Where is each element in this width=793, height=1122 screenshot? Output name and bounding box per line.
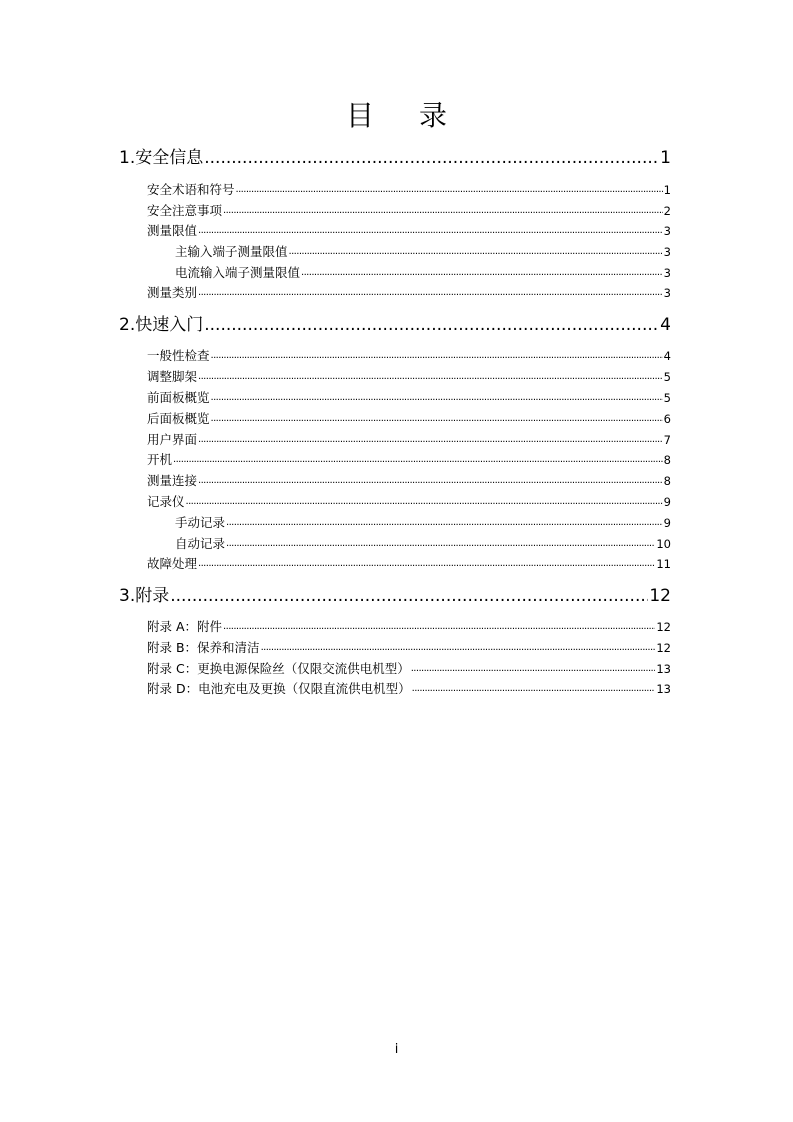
- toc-section-appendix[interactable]: [119, 584, 671, 608]
- toc-entry-page: 12: [656, 620, 671, 634]
- toc-entry-page: 13: [656, 662, 671, 676]
- toc-leader-dots: [198, 472, 663, 490]
- toc-entry-rear-panel-overview[interactable]: [147, 410, 671, 428]
- toc-leader-dots: [204, 313, 659, 337]
- toc-leader-dots: [211, 389, 663, 407]
- toc-entry-adjust-stand[interactable]: [147, 368, 671, 386]
- toc-entry-page: 9: [663, 495, 671, 509]
- toc-entry-measurement-limits[interactable]: [147, 222, 671, 240]
- toc-entry-label: 开机: [147, 452, 173, 467]
- toc-entry-front-panel-overview[interactable]: [147, 389, 671, 407]
- toc-leader-dots: [223, 618, 655, 636]
- toc-leader-dots: [411, 660, 656, 678]
- toc-entry-label: 附录 D：电池充电及更换（仅限直流供电机型）: [147, 681, 411, 696]
- toc-entry-label: 附录 B：保养和清洁: [147, 640, 260, 655]
- toc-leader-dots: [261, 639, 656, 657]
- toc-entry-page: 1: [663, 183, 671, 197]
- toc-entry-label: 安全术语和符号: [147, 182, 235, 197]
- toc-entry-page: 10: [656, 537, 671, 551]
- toc-leader-dots: [198, 222, 663, 240]
- toc-leader-dots: [173, 451, 663, 469]
- toc-entry-label: 记录仪: [147, 494, 185, 509]
- toc-entry-page: 8: [663, 453, 671, 467]
- toc-entry-page: 1: [660, 148, 671, 168]
- toc-leader-dots: [198, 368, 663, 386]
- toc-entry-measurement-connection[interactable]: [147, 472, 671, 490]
- toc-entry-auto-record[interactable]: [175, 535, 671, 553]
- toc-section-quick-start[interactable]: [119, 313, 671, 337]
- toc-entry-label: 用户界面: [147, 432, 198, 447]
- toc-entry-power-on[interactable]: [147, 451, 671, 469]
- toc-entry-label: 2.快速入门: [119, 315, 204, 335]
- toc-entry-label: 电流输入端子测量限值: [175, 265, 301, 280]
- toc-entry-page: 3: [663, 224, 671, 238]
- toc-entry-label: 3.附录: [119, 586, 170, 606]
- toc-leader-dots: [412, 680, 656, 698]
- toc-entry-label: 测量连接: [147, 473, 198, 488]
- toc-entry-label: 前面板概览: [147, 390, 210, 405]
- toc-entry-page: 11: [656, 557, 671, 571]
- toc-entry-page: 5: [663, 370, 671, 384]
- toc-leader-dots: [198, 555, 655, 573]
- toc-entry-label: 附录 A：附件: [147, 619, 223, 634]
- toc-leader-dots: [186, 493, 663, 511]
- toc-entry-page: 12: [656, 641, 671, 655]
- toc-entry-page: 3: [663, 286, 671, 300]
- toc-entry-troubleshooting[interactable]: [147, 555, 671, 573]
- toc-entry-page: 8: [663, 474, 671, 488]
- toc-entry-current-input-limits[interactable]: [175, 264, 671, 282]
- toc-entry-label: 自动记录: [175, 536, 226, 551]
- toc-entry-label: 安全注意事项: [147, 203, 223, 218]
- toc-entry-appendix-d-battery[interactable]: [147, 680, 671, 698]
- toc-entry-safety-terms-symbols[interactable]: [147, 181, 671, 199]
- toc-entry-appendix-c-fuse[interactable]: [147, 660, 671, 678]
- toc-entry-label: 测量类别: [147, 285, 198, 300]
- toc-leader-dots: [301, 264, 663, 282]
- toc-entry-page: 13: [656, 682, 671, 696]
- toc-entry-label: 手动记录: [175, 515, 226, 530]
- toc-leader-dots: [226, 535, 655, 553]
- toc-leader-dots: [204, 146, 659, 170]
- toc-leader-dots: [170, 584, 648, 608]
- toc-entry-label: 后面板概览: [147, 411, 210, 426]
- toc-section-safety-info[interactable]: [119, 146, 671, 170]
- toc-title: 目 录: [346, 99, 465, 132]
- toc-entry-page: 9: [663, 516, 671, 530]
- toc-entry-label: 调整脚架: [147, 369, 198, 384]
- toc-leader-dots: [236, 181, 663, 199]
- toc-entry-page: 4: [660, 315, 671, 335]
- toc-leader-dots: [211, 347, 663, 365]
- toc-entry-page: 5: [663, 391, 671, 405]
- toc-leader-dots: [289, 243, 663, 261]
- toc-entry-page: 12: [649, 586, 671, 606]
- toc-entry-manual-record[interactable]: [175, 514, 671, 532]
- toc-entry-label: 1.安全信息: [119, 148, 204, 168]
- toc-entry-appendix-b-maintenance[interactable]: [147, 639, 671, 657]
- toc-leader-dots: [223, 202, 663, 220]
- toc-entry-label: 测量限值: [147, 223, 198, 238]
- page-number: i: [394, 1042, 399, 1057]
- toc-entry-label: 一般性检查: [147, 348, 210, 363]
- toc-entry-page: 3: [663, 245, 671, 259]
- toc-entry-page: 6: [663, 412, 671, 426]
- toc-entry-user-interface[interactable]: [147, 431, 671, 449]
- toc-entry-page: 2: [663, 204, 671, 218]
- toc-leader-dots: [198, 284, 663, 302]
- toc-entry-label: 主输入端子测量限值: [175, 244, 288, 259]
- toc-leader-dots: [226, 514, 663, 532]
- toc-entry-recorder[interactable]: [147, 493, 671, 511]
- toc-entry-main-input-limits[interactable]: [175, 243, 671, 261]
- toc-entry-appendix-a-accessories[interactable]: [147, 618, 671, 636]
- toc-entry-label: 附录 C：更换电源保险丝（仅限交流供电机型）: [147, 661, 410, 676]
- toc-entry-general-inspection[interactable]: [147, 347, 671, 365]
- toc-leader-dots: [211, 410, 663, 428]
- toc-entry-safety-precautions[interactable]: [147, 202, 671, 220]
- toc-entry-page: 4: [663, 349, 671, 363]
- toc-entry-page: 3: [663, 266, 671, 280]
- toc-leader-dots: [198, 431, 663, 449]
- toc-entry-label: 故障处理: [147, 556, 198, 571]
- toc-entry-measurement-categories[interactable]: [147, 284, 671, 302]
- toc-entry-page: 7: [663, 433, 671, 447]
